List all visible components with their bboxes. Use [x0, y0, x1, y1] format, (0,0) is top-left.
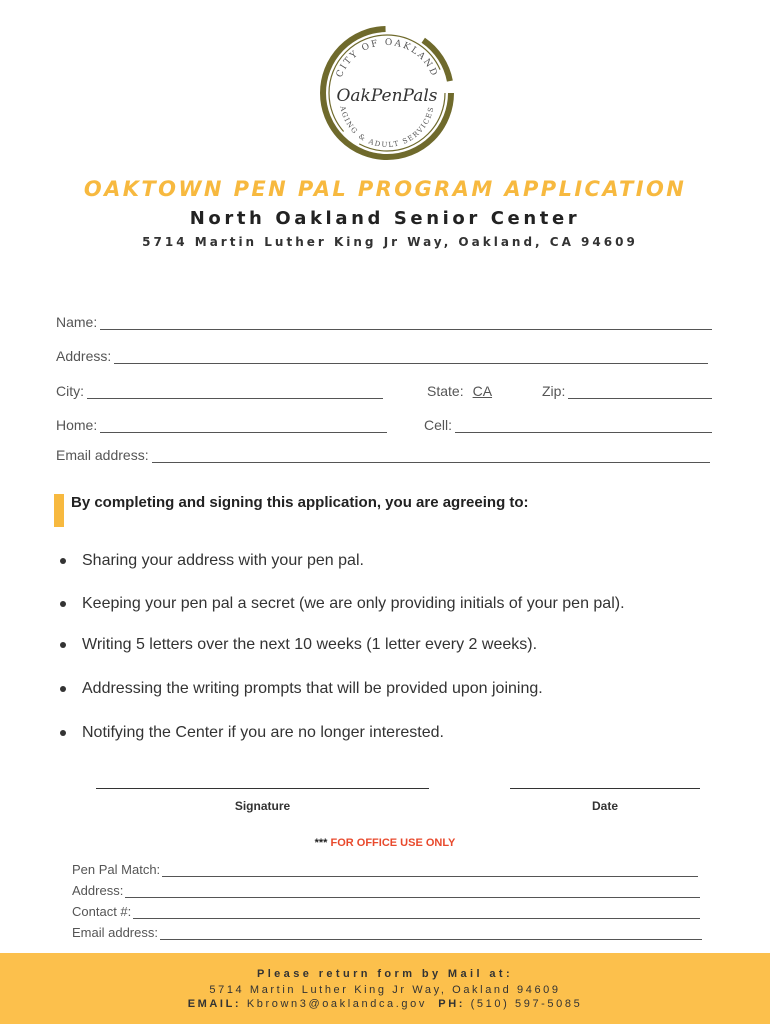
- name-field[interactable]: [56, 310, 712, 330]
- list-item-text: Addressing the writing prompts that will be provided upon joining.: [82, 680, 543, 697]
- address-label: Address:: [56, 348, 112, 364]
- office-address-line[interactable]: [125, 886, 700, 898]
- office-email-label: Email address:: [72, 925, 158, 940]
- date-line[interactable]: [510, 788, 700, 789]
- office-stars: ***: [314, 837, 328, 849]
- footer-phone-value[interactable]: (510) 597-5085: [470, 998, 583, 1010]
- office-email-line[interactable]: [160, 928, 702, 940]
- zip-label: Zip:: [542, 383, 566, 399]
- home-line[interactable]: [100, 419, 387, 433]
- bullet-icon: [60, 601, 66, 607]
- pen-pal-match-line[interactable]: [162, 865, 698, 877]
- list-item-text: Sharing your address with your pen pal.: [82, 552, 364, 569]
- city-label: City:: [56, 383, 84, 399]
- city-of-oakland-logo: [316, 22, 458, 164]
- svg-text:AGING & ADULT SERVICES: [338, 104, 435, 149]
- pen-pal-match-label: Pen Pal Match:: [72, 862, 161, 877]
- name-line[interactable]: [100, 316, 712, 330]
- office-contact-label: Contact #:: [72, 904, 132, 919]
- state-label: State:: [427, 383, 464, 399]
- pen-pal-match-field[interactable]: [72, 859, 698, 877]
- list-item-text: Writing 5 letters over the next 10 weeks (1 letter every 2 weeks).: [82, 636, 538, 653]
- office-address-field[interactable]: [72, 880, 700, 898]
- agreement-heading: By completing and signing this application, you are agreeing to:: [71, 494, 529, 511]
- bullet-icon: [60, 642, 66, 648]
- list-item: [60, 552, 364, 570]
- list-item-text: Notifying the Center if you are no longer interested.: [82, 724, 444, 741]
- home-phone-field[interactable]: [56, 413, 387, 433]
- footer-contact: [0, 998, 770, 1010]
- office-address-label: Address:: [72, 883, 124, 898]
- list-item: [60, 724, 444, 742]
- cell-line[interactable]: [455, 419, 712, 433]
- list-item: [60, 595, 625, 613]
- bullet-icon: [60, 730, 66, 736]
- signature-label: Signature: [234, 799, 291, 813]
- bullet-icon: [60, 558, 66, 564]
- page-title: OAKTOWN PEN PAL PROGRAM APPLICATION: [83, 177, 687, 201]
- name-label: Name:: [56, 314, 98, 330]
- office-title-text: FOR OFFICE USE ONLY: [330, 837, 456, 849]
- list-item-text: Keeping your pen pal a secret (we are only providing initials of your pen pal).: [82, 595, 625, 612]
- footer-email-value[interactable]: Kbrown3@oaklandca.gov: [246, 998, 427, 1010]
- email-label: Email address:: [56, 447, 149, 463]
- cell-phone-field[interactable]: [424, 413, 712, 433]
- footer-email-label: EMAIL:: [187, 998, 242, 1010]
- logo-ring-top-text: CITY OF OAKLAND: [334, 37, 440, 80]
- zip-field[interactable]: [542, 379, 712, 399]
- center-name: North Oakland Senior Center: [189, 208, 581, 229]
- email-field[interactable]: [56, 443, 710, 463]
- address-field[interactable]: [56, 344, 708, 364]
- list-item: [60, 680, 543, 698]
- cell-label: Cell:: [424, 417, 453, 433]
- date-label: Date: [591, 799, 618, 813]
- email-line[interactable]: [152, 449, 710, 463]
- footer-phone-label: PH:: [438, 998, 466, 1010]
- bullet-icon: [60, 686, 66, 692]
- agreement-accent-bar: [54, 494, 64, 527]
- logo-ring-bottom-text: AGING & ADULT SERVICES: [338, 105, 436, 150]
- logo-script-name: OakPenPals: [336, 86, 438, 106]
- center-address: 5714 Martin Luther King Jr Way, Oakland, CA 94609: [142, 235, 638, 249]
- city-field[interactable]: [56, 379, 383, 399]
- signature-line[interactable]: [96, 788, 429, 789]
- city-line[interactable]: [87, 385, 383, 399]
- office-email-field[interactable]: [72, 922, 702, 940]
- address-line[interactable]: [114, 350, 708, 364]
- home-label: Home:: [56, 417, 98, 433]
- footer-mail-address: 5714 Martin Luther King Jr Way, Oakland 94609: [209, 984, 561, 996]
- office-use-title: [0, 837, 770, 849]
- footer-return-text: Please return form by Mail at:: [256, 968, 514, 980]
- list-item: [60, 636, 537, 654]
- office-contact-field[interactable]: [72, 901, 700, 919]
- footer-banner: [0, 953, 770, 1024]
- office-contact-line[interactable]: [133, 907, 700, 919]
- zip-line[interactable]: [568, 385, 712, 399]
- state-value[interactable]: CA: [472, 383, 493, 399]
- state-field[interactable]: [427, 379, 507, 399]
